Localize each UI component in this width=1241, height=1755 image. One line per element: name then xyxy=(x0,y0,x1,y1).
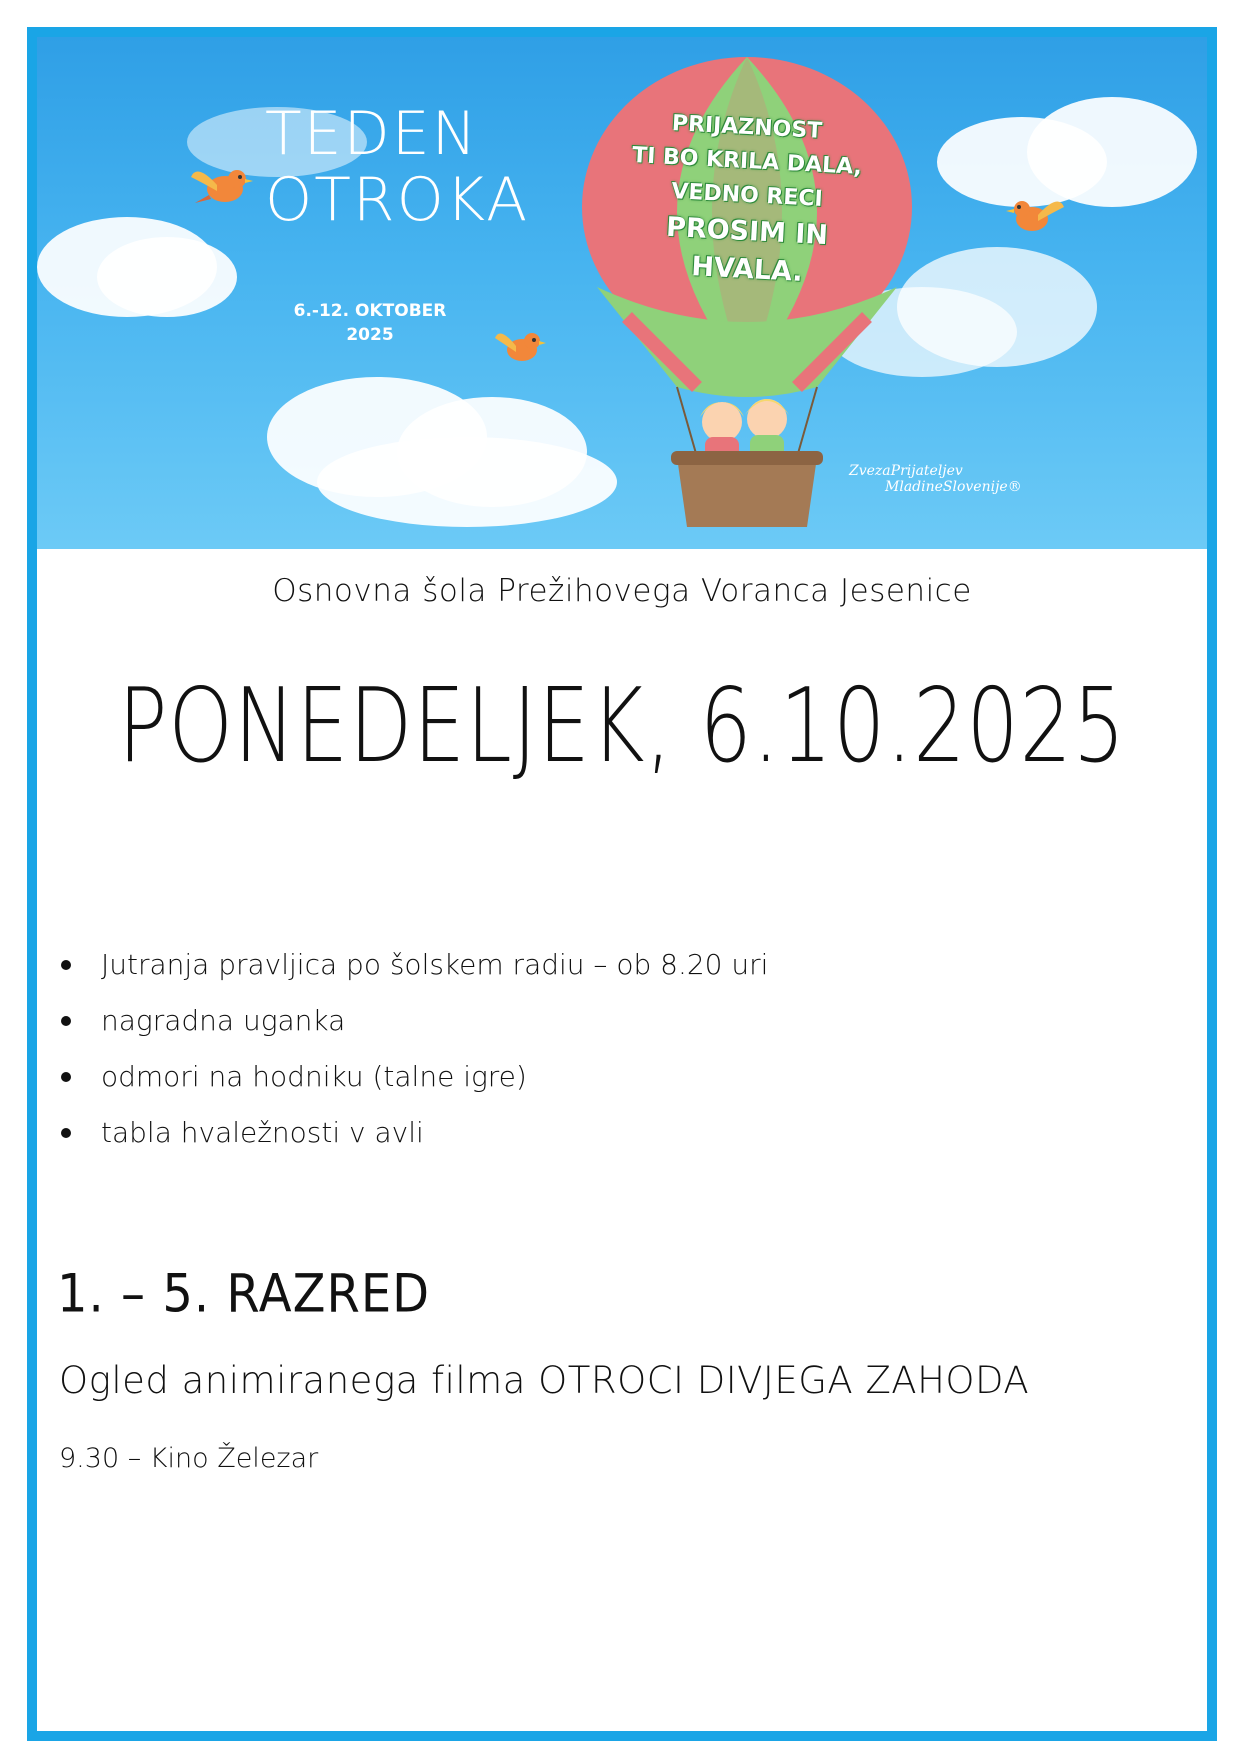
event-logo-line1: TEDEN xyxy=(265,99,479,169)
grade-section-title: 1. – 5. RAZRED xyxy=(57,1263,431,1325)
list-item-text: tabla hvaležnosti v avli xyxy=(101,1116,424,1149)
bullet-icon xyxy=(61,1072,71,1082)
organization-logo xyxy=(849,463,1049,495)
bird-icon xyxy=(1002,187,1067,242)
event-logo-line2: OTROKA xyxy=(265,165,530,235)
activities-list xyxy=(59,937,768,1161)
list-item xyxy=(59,993,768,1049)
bird-icon xyxy=(492,322,552,372)
balloon-slogan-line: PROSIM IN xyxy=(665,211,829,252)
balloon-slogan xyxy=(592,111,902,289)
event-year: 2025 xyxy=(346,325,394,345)
event-logo-title xyxy=(265,99,530,235)
grade-event-time: 9.30 – Kino Železar xyxy=(59,1443,319,1474)
bullet-icon xyxy=(61,960,71,970)
organization-logo-line2: MladineSlovenije® xyxy=(885,479,1022,495)
bullet-icon xyxy=(61,1016,71,1026)
list-item xyxy=(59,1105,768,1161)
list-item xyxy=(59,937,768,993)
list-item-text: odmori na hodniku (talne igre) xyxy=(101,1060,527,1093)
list-item-text: nagradna uganka xyxy=(101,1004,346,1037)
event-date-range: 6.-12. OKTOBER xyxy=(293,301,447,321)
balloon-slogan-line: TI BO KRILA DALA, xyxy=(631,143,863,181)
page-frame xyxy=(27,27,1217,1741)
cloud xyxy=(97,237,237,317)
balloon-slogan-line: VEDNO RECI xyxy=(670,179,824,212)
bird-icon xyxy=(187,155,257,215)
event-dates xyxy=(265,299,475,347)
grade-event-title: Ogled animiranega filma OTROCI DIVJEGA ZAHODA xyxy=(59,1359,1030,1402)
balloon-slogan-line: HVALA. xyxy=(690,251,804,288)
bullet-icon xyxy=(61,1128,71,1138)
balloon-slogan-line: PRIJAZNOST xyxy=(671,111,823,144)
header-banner xyxy=(37,37,1207,549)
cloud xyxy=(897,247,1097,367)
day-title: PONEDELJEK, 6.10.2025 xyxy=(117,667,1126,786)
list-item-text: Jutranja pravljica po šolskem radiu – ob 8.20 uri xyxy=(101,948,769,981)
organization-logo-line1: ZvezaPrijateljev xyxy=(849,463,963,479)
school-name: Osnovna šola Prežihovega Voranca Jesenice xyxy=(272,573,972,609)
list-item xyxy=(59,1049,768,1105)
